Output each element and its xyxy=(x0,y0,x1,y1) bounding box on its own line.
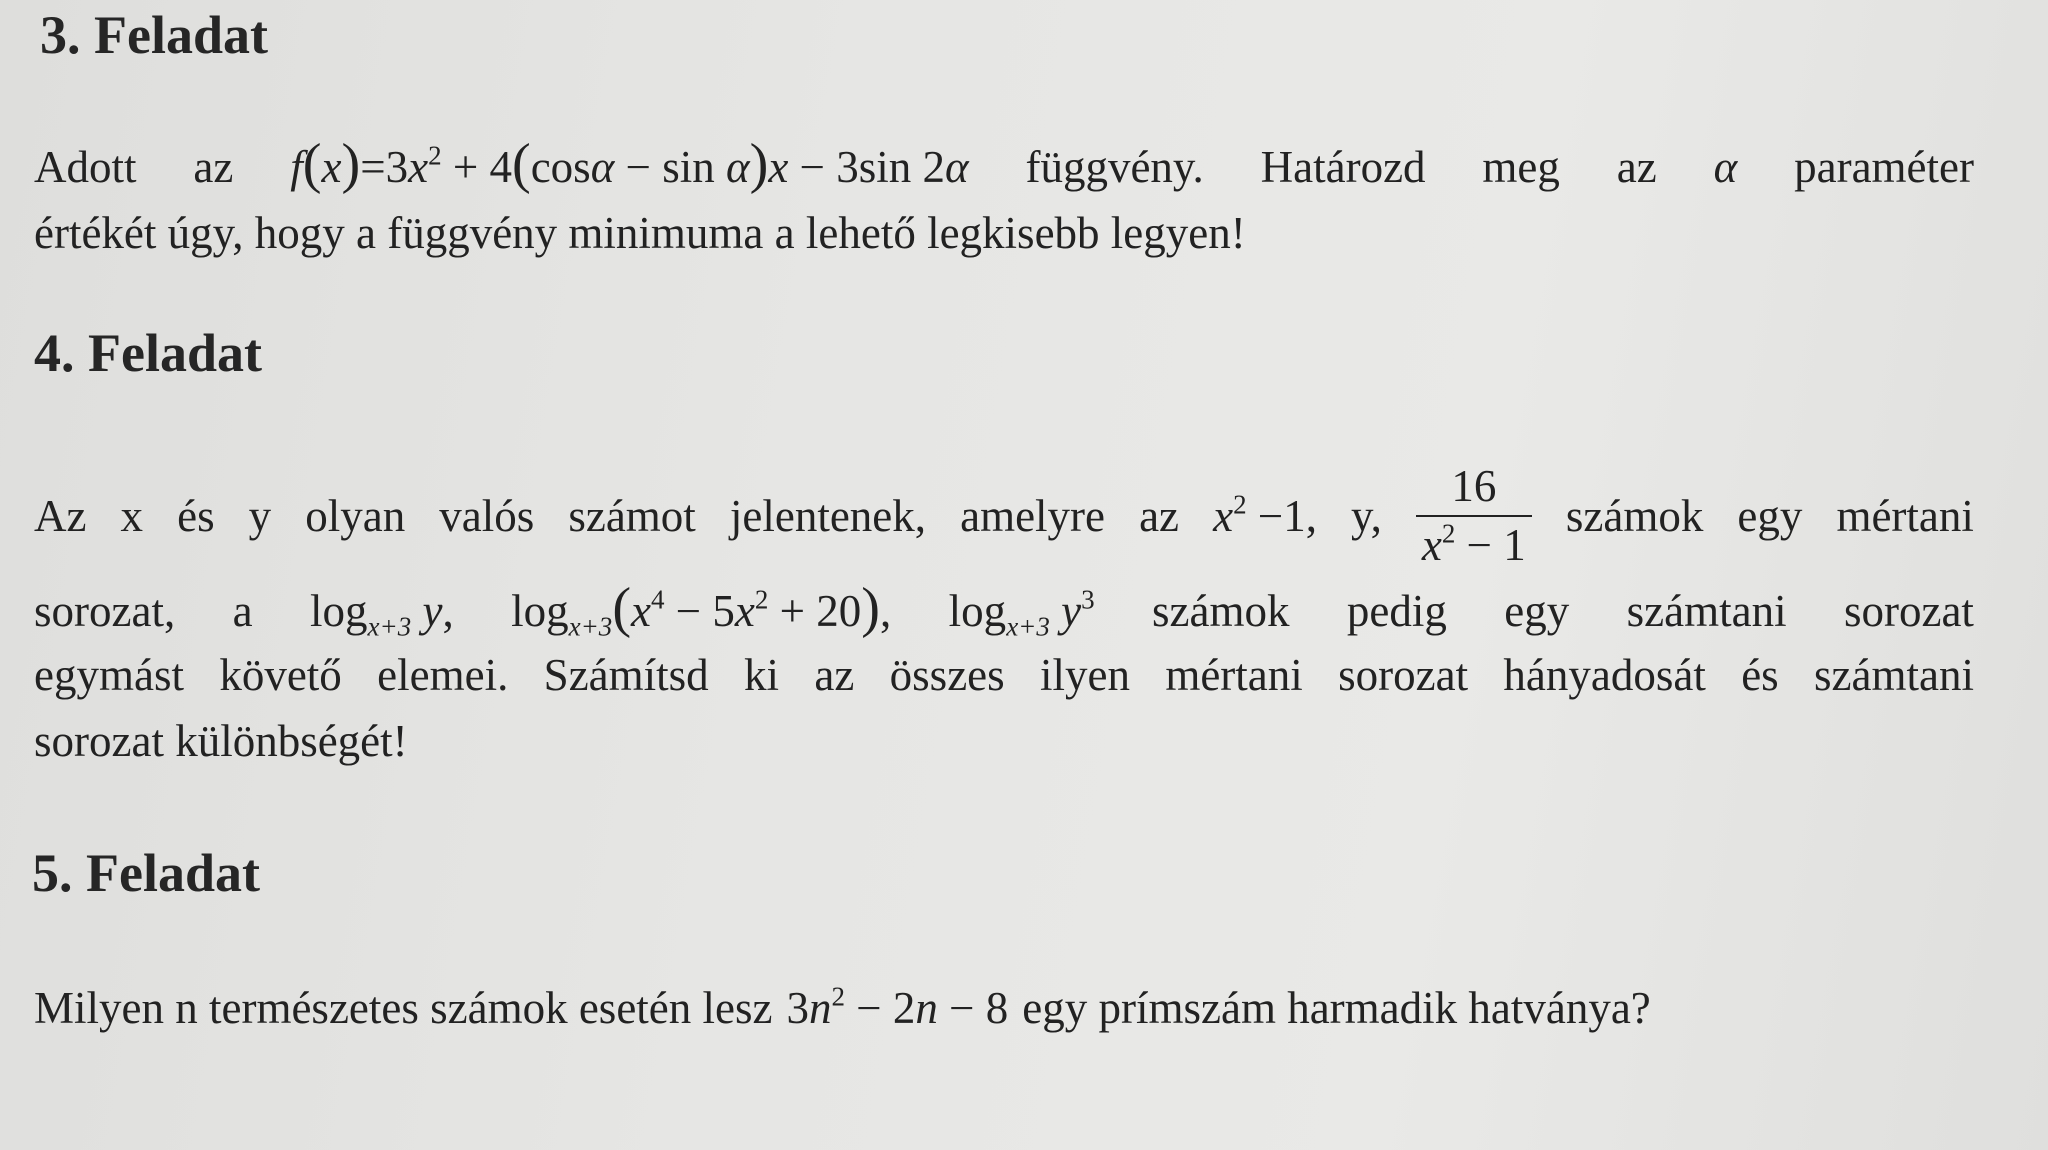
word: egy xyxy=(1737,491,1803,541)
word: számot xyxy=(568,491,696,541)
word: egymást xyxy=(34,650,184,700)
word: sorozat xyxy=(1338,650,1469,700)
task5-heading: 5. Feladat xyxy=(32,843,260,903)
task4-line3 xyxy=(34,642,1974,708)
word: Határozd xyxy=(1260,142,1426,192)
word: függvény. xyxy=(1025,142,1204,192)
word: olyan xyxy=(305,491,406,541)
word: x xyxy=(120,491,144,541)
task3-heading: 3. Feladat xyxy=(40,5,268,65)
function-formula: $f(x)=3x^2 + 4(\cos\alpha - \sin \alpha)x - 3\sin$ 2α xyxy=(290,133,969,195)
word: pedig xyxy=(1346,586,1447,636)
log-term-1: $\log_{x+3} y$, xyxy=(309,586,454,642)
task4-heading: 4. Feladat xyxy=(34,323,262,383)
word: számtani xyxy=(1626,586,1787,636)
task4-line2 xyxy=(34,578,1974,644)
task5-text xyxy=(34,975,1974,1041)
word: amelyre xyxy=(960,491,1106,541)
word: összes xyxy=(889,650,1005,700)
text-segment: Milyen n természetes számok esetén lesz xyxy=(34,983,773,1033)
log-term-2: $\log_{x+3}(x^4 - 5x^2 + 20)$, xyxy=(511,577,892,642)
word: számtani xyxy=(1814,650,1974,700)
word: az xyxy=(1139,491,1180,541)
word: meg xyxy=(1482,142,1560,192)
word: Adott xyxy=(34,142,137,192)
word: sorozat xyxy=(1843,586,1974,636)
text-line: értékét úgy, hogy a függvény minimuma a lehető legkisebb legyen! xyxy=(34,208,1246,258)
word: ilyen xyxy=(1040,650,1130,700)
word: hányadosát xyxy=(1503,650,1706,700)
term-y: y, xyxy=(1351,491,1382,541)
word: sorozat, xyxy=(34,586,176,636)
word: paraméter xyxy=(1794,142,1974,192)
log-term-3: $\log_{x+3} y^3$ xyxy=(948,584,1095,642)
word: ki xyxy=(744,650,780,700)
text-line: sorozat különbségét! xyxy=(34,716,408,766)
task4-line4 xyxy=(34,708,1974,774)
word: számok xyxy=(1152,586,1290,636)
expression-3n2-2n-8: $3n^2 - 2n - 8$ xyxy=(786,981,1009,1033)
task5-line1 xyxy=(34,975,1974,1041)
word: az xyxy=(814,650,855,700)
word: az xyxy=(1616,142,1657,192)
fraction-16-over-x2-minus-1: $\frac{16}{x^2 - 1}$ xyxy=(1416,462,1532,571)
task3-line1 xyxy=(34,134,1974,200)
word: elemei. xyxy=(377,650,509,700)
task4-line1 xyxy=(34,460,1974,570)
word: és xyxy=(177,491,215,541)
task3-line2 xyxy=(34,200,1974,266)
word: y xyxy=(248,491,272,541)
alpha-symbol: α xyxy=(1713,142,1738,192)
word: követő xyxy=(219,650,342,700)
term-x2-minus-1: $x^2 -1$, xyxy=(1213,489,1317,541)
task4-text xyxy=(34,460,1974,774)
word: valós xyxy=(439,491,535,541)
word: Az xyxy=(34,491,87,541)
word: egy xyxy=(1504,586,1570,636)
text-segment: egy prímszám harmadik hatványa? xyxy=(1022,983,1651,1033)
word: számok xyxy=(1565,491,1704,541)
word: jelentenek, xyxy=(729,491,927,541)
word: mértani xyxy=(1836,491,1974,541)
word: és xyxy=(1741,650,1779,700)
word: mértani xyxy=(1165,650,1303,700)
word: a xyxy=(232,586,253,636)
word: az xyxy=(193,142,234,192)
task3-text xyxy=(34,134,1974,266)
word: Számítsd xyxy=(543,650,709,700)
